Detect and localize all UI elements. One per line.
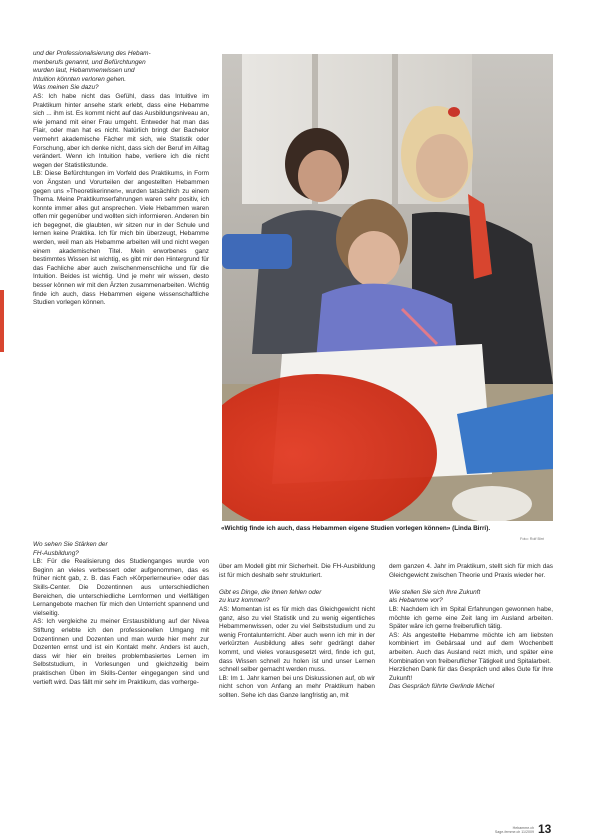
accent-bar [0,290,4,352]
photo-credit: Foto: Rolf Birri [520,537,545,541]
article-column-3 [389,563,553,692]
interview-question: FH-Ausbildung? [33,549,79,557]
interview-question: Wo sehen Sie Stärken der [33,541,108,548]
footer-line-1: Hebamme.ch [512,826,534,830]
interview-question: zu kurz kommen? [219,597,270,605]
paragraph: LB: Diese Befürchtungen im Vorfeld des Praktikums, in Form von Ängsten und Vorurteilen der angestellten Hebammen gegen uns »Theoretikerinnen«, wurden tatsächlich zu einem Thema. Meine Praktikumserfahrungen waren sehr positiv, ich konnte immer alles gut ansprechen. Viele Hebammen waren offen mir gegenüber und wollten sich informieren. Anderen bin ich begegnet, die glaubten, wir sitzen nur in der Schule und lernen keine Praktika. Ich für mich bin überzeugt, Hebamme werden, weil man als Hebamme arbeiten will und nicht wegen einem akademischen Titel. Mein erworbenes ganz bestimmtes Wissen ist wichtig, es gibt mir den Hintergrund für das Fachliche aber auch zwischenmenschliche und für die Intuition. Beides ist wichtig. Und je mehr wir wissen, desto besser können wir mit den Ärzten zusammenarbeiten. Wichtig finde ich auch, dass Hebammen eigene wissenschaftliche Studien vorlegen können. [33,170,209,307]
paragraph: AS: Ich habe nicht das Gefühl, dass das Intuitive im Praktikum hinter ansehe stark erlebt, dass eine Hebamme sich ... ihm ist. Es kommt nicht auf das Ausbildungsniveau an, wie jemand mit einer Frau umgeht. Entweder hat man das Flair, oder man hat es nicht. Natürlich bringt der Bachelor vermehrt akademische Fächer mit sich, wie Statistik oder Forschung, aber ich denke nicht, dass sich der Beruf im Alltag verändert. Wenn ich Intuition habe, verliere ich die nicht wegen der Statistikstunde. [33,92,209,169]
interview-question: Gibt es Dinge, die Ihnen fehlen oder [219,588,322,596]
students-photo-illustration [222,54,553,521]
paragraph: Herzlichen Dank für das Gespräch und alles Gute für Ihre Zukunft! [389,666,553,682]
paragraph-gap [219,580,375,589]
footer-line-2: Sage-femme.ch 11/2009 [494,830,534,835]
interview-question: Was meinen Sie dazu? [33,84,99,92]
article-column-2 [219,563,375,701]
interview-question: menberufs genannt, und Befürchtungen [33,58,146,66]
interview-question: Intuition könnten verloren gehen. [33,75,127,83]
interview-question: und der Professionalisierung des Hebam- [33,50,151,57]
paragraph: AS: Ich vergleiche zu meiner Erstausbildung auf der Nivea Stiftung erlebte ich den professionellen Umgang mit Dozentinnen und Dozenten und man wurde hier mehr zur Dozenten ernst und ist ein Kontakt mehr. Anders ist auch, dass wir hier ein breites problembasiertes Lernen im Selbststudium, in Vorlesungen und gleichzeitig beim praktischen Üben im Skills-Center eingegangen sind und vertieft wird. Das fällt mir sehr im Praktikum, das vorherge- [33,618,209,686]
interview-question: Das Gespräch führte Gerlinde Michel [389,683,495,691]
article-photo [222,54,553,521]
paragraph: über am Modell gibt mir Sicherheit. Die FH-Ausbildung ist für mich deshalb sehr strukturiert. [219,563,375,579]
paragraph: LB: Für die Realisierung des Studienganges wurde von Beginn an vieles verbessert oder aufgenommen, das es früher nicht gab, z. B. das Fach »Körperlerneurie« oder das Skills-Center. Die Dozentinnen aus unterschiedlichen Bereichen, die unterschiedliche Lernformen und vielfältigen Lernangebote machen für mich den Unterricht spannend und vielseitig. [33,558,209,617]
page-number: 13 [538,822,552,836]
paragraph: dem ganzen 4. Jahr im Praktikum, stellt sich für mich das Gleichgewicht zwischen Theorie und Praxis wieder her. [389,563,553,579]
paragraph: AS: Als angestellte Hebamme möchte ich am liebsten kombiniert im Gebärsaal und auf dem Wochenbett arbeiten. Auch das Ausland reizt mich, und später eine Kombination von freiberuflicher Tätigkeit und Spitalarbeit. [389,631,553,665]
interview-question: wurden laut, Hebammenwissen und [33,67,135,75]
interview-question: als Hebamme vor? [389,597,443,605]
photo-caption: «Wichtig finde ich auch, dass Hebammen eigene Studien vorlegen können» (Linda Birri). [221,525,491,532]
article-column-1-bottom [33,541,209,687]
paragraph: AS: Momentan ist es für mich das Gleichgewicht nicht ganz, also zu viel Statistik und zu wenig eigentliches Hebammenwissen, oder zu viel Selbststudium und zu wenig Frontalunterricht. Aber auch wenn ich mir in der verkürzten Ausbildung alles sehr gedrängt daher kommt, und vieles vorausgesetzt wird, finde ich gut, dass Wissen schnell zu holen ist und unser Lernen schnell selber gemacht werden muss. [219,605,375,674]
footer-publication [468,826,534,835]
paragraph: LB: Nachdem ich im Spital Erfahrungen gewonnen habe, möchte ich gerne eine Zeit lang im Ausland arbeiten. Später wäre ich gerne freiberuflich tätig. [389,605,553,631]
article-column-1-top [33,50,209,308]
paragraph: LB: Im 1. Jahr kamen bei uns Diskussionen auf, ob wir nicht schon von Anfang an mehr Praktikum haben sollten. Sehe ich das Ganze langfristig an, mit [219,674,375,699]
paragraph-gap [389,580,553,589]
interview-question: Wie stellen Sie sich Ihre Zukunft [389,588,481,596]
